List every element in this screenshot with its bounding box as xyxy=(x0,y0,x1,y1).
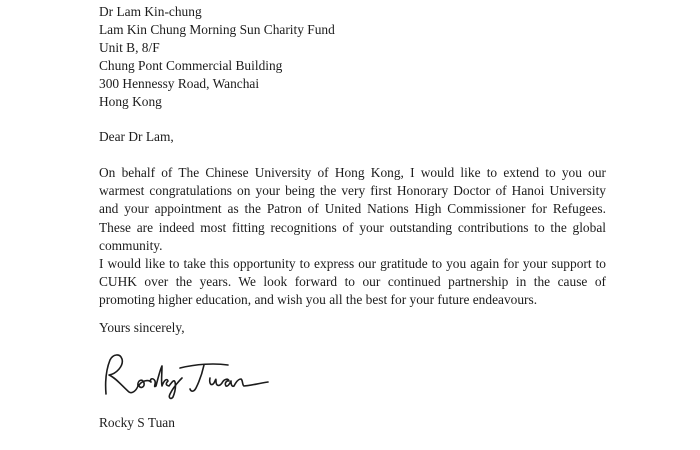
recipient-name: Dr Lam Kin-chung xyxy=(99,4,202,19)
recipient-street: 300 Hennessy Road, Wanchai xyxy=(99,76,260,91)
handwritten-signature xyxy=(96,348,296,400)
signer-name: Rocky S Tuan xyxy=(99,415,175,430)
body-paragraph-2: I would like to take this opportunity to express our gratitude to you again for your support to CUHK over the years. We look forward to our continued partnership in the cause of promoting higher education, and wish you all the best for your future endeavours. xyxy=(99,256,606,308)
recipient-city: Hong Kong xyxy=(99,94,162,109)
closing: Yours sincerely, xyxy=(99,320,185,335)
recipient-unit: Unit B, 8/F xyxy=(99,40,160,55)
salutation: Dear Dr Lam, xyxy=(99,129,174,144)
body-paragraph-1: On behalf of The Chinese University of Hong Kong, I would like to extend to you our warmest congratulations on your being the very first Honorary Doctor of Hanoi University and your appointment as the Patron of United Nations High Commissioner for Refugees. These are indeed most fitting recognitions of your outstanding contributions to the global community. xyxy=(99,165,606,253)
recipient-address xyxy=(99,3,335,111)
recipient-building: Chung Pont Commercial Building xyxy=(99,58,283,73)
recipient-organization: Lam Kin Chung Morning Sun Charity Fund xyxy=(99,22,335,37)
